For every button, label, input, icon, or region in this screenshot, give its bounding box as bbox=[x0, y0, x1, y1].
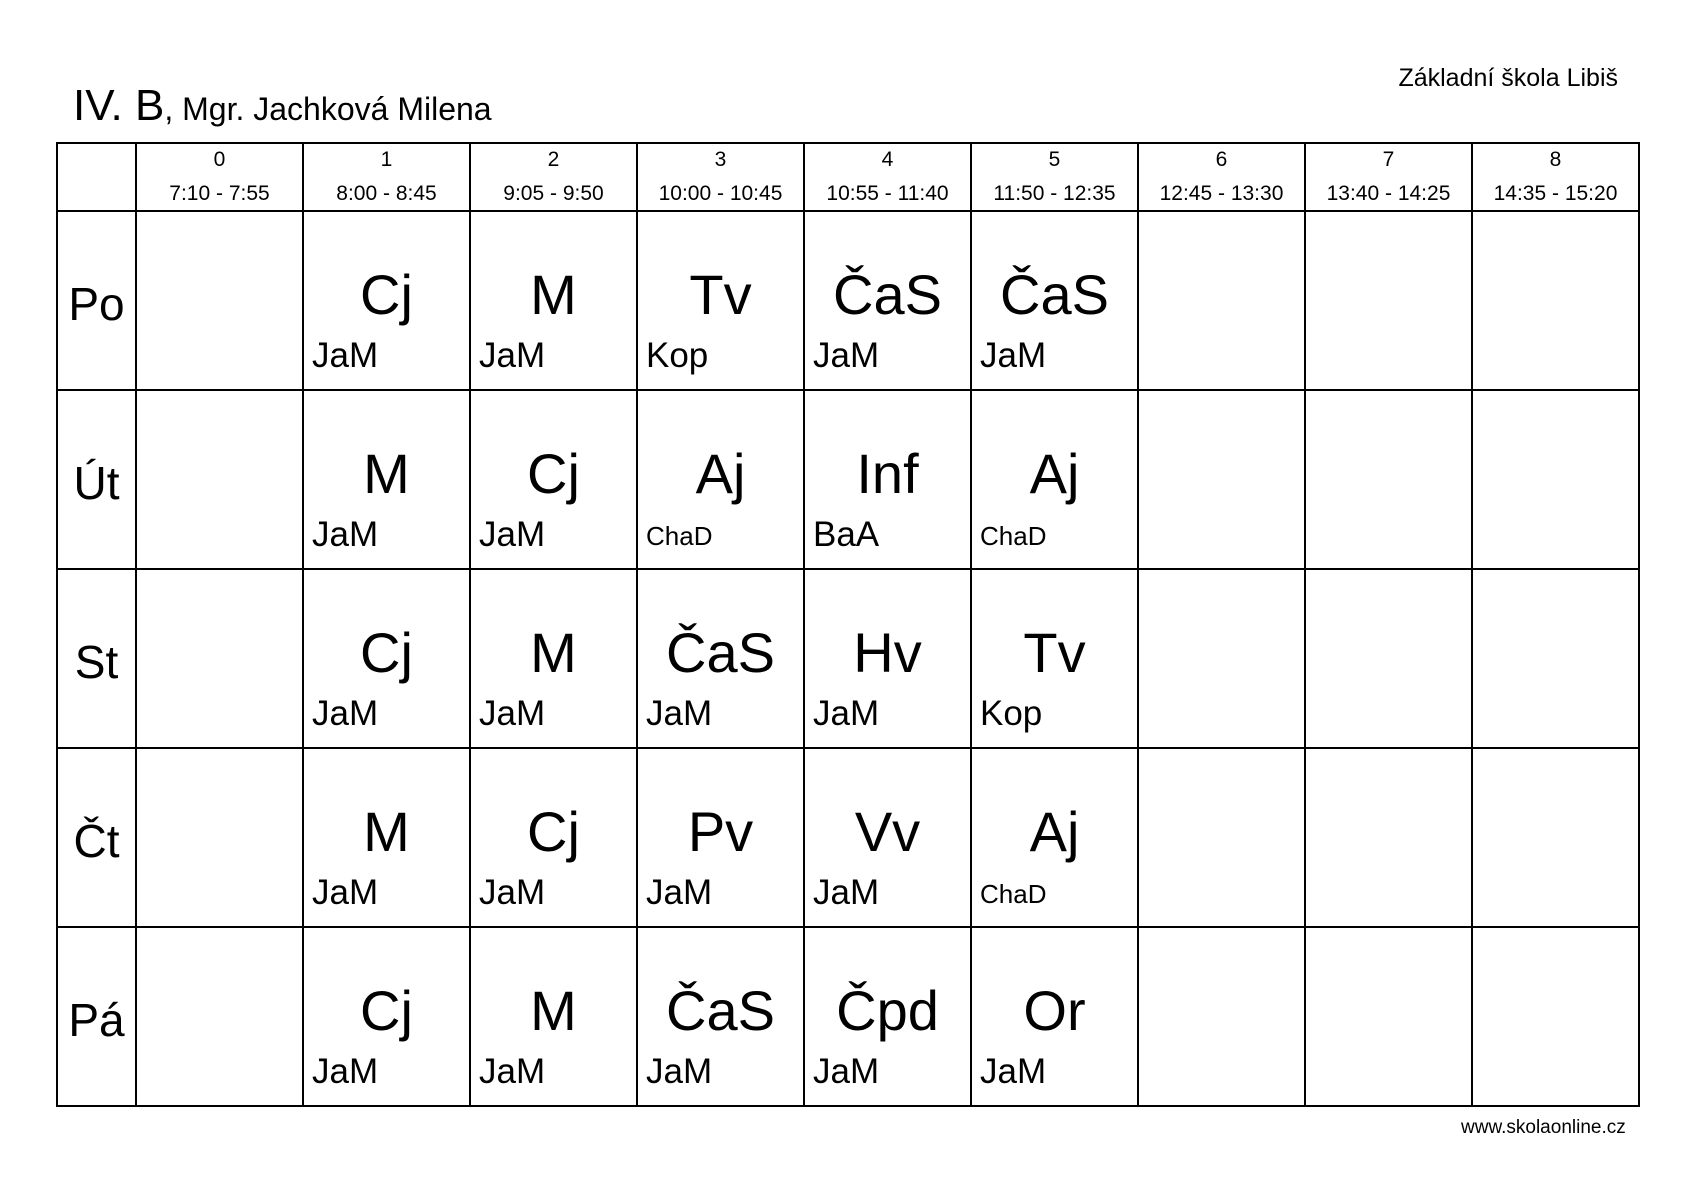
period-header bbox=[303, 143, 470, 211]
lesson-subject: M bbox=[363, 800, 410, 863]
lesson-teacher: JaM bbox=[646, 694, 713, 733]
period-time: 8:00 - 8:45 bbox=[336, 182, 437, 205]
period-header bbox=[971, 143, 1138, 211]
lesson-subject: Pv bbox=[687, 800, 754, 863]
lesson-cell bbox=[637, 390, 804, 569]
day-label-cell bbox=[57, 748, 136, 927]
period-time: 13:40 - 14:25 bbox=[1326, 182, 1451, 205]
lesson-cell bbox=[1138, 390, 1305, 569]
lesson-teacher: JaM bbox=[479, 873, 546, 912]
lesson-teacher: JaM bbox=[980, 336, 1047, 375]
period-time: 10:55 - 11:40 bbox=[826, 182, 949, 205]
lesson-cell bbox=[1305, 569, 1472, 748]
lesson-teacher: ChaD bbox=[980, 879, 1047, 909]
lesson-cell bbox=[971, 569, 1138, 748]
lesson-teacher: JaM bbox=[813, 873, 880, 912]
period-header bbox=[1472, 143, 1639, 211]
day-row bbox=[57, 211, 1639, 390]
day-row bbox=[57, 390, 1639, 569]
period-time: 10:00 - 10:45 bbox=[658, 182, 783, 205]
lesson-cell bbox=[1305, 211, 1472, 390]
lesson-cell bbox=[1472, 927, 1639, 1106]
lesson-subject: Vv bbox=[854, 800, 921, 863]
period-header-row bbox=[57, 143, 1639, 211]
lesson-subject: Aj bbox=[695, 442, 746, 505]
period-header bbox=[1305, 143, 1472, 211]
lesson-cell bbox=[1138, 927, 1305, 1106]
corner-cell bbox=[57, 143, 136, 211]
lesson-cell bbox=[971, 211, 1138, 390]
lesson-cell bbox=[1305, 927, 1472, 1106]
lesson-teacher: ChaD bbox=[980, 521, 1047, 551]
period-header bbox=[470, 143, 637, 211]
period-header bbox=[637, 143, 804, 211]
lesson-cell bbox=[1305, 748, 1472, 927]
period-header bbox=[136, 143, 303, 211]
lesson-teacher: JaM bbox=[813, 1052, 880, 1091]
lesson-subject: Or bbox=[1023, 979, 1086, 1042]
lesson-subject: ČaS bbox=[666, 979, 775, 1042]
timetable bbox=[56, 142, 1640, 1107]
lesson-cell bbox=[303, 211, 470, 390]
lesson-teacher: Kop bbox=[980, 694, 1043, 733]
lesson-cell bbox=[136, 927, 303, 1106]
lesson-teacher: JaM bbox=[312, 1052, 379, 1091]
lesson-subject: Cj bbox=[527, 442, 580, 505]
lesson-cell bbox=[637, 927, 804, 1106]
day-row bbox=[57, 569, 1639, 748]
lesson-teacher: JaM bbox=[479, 1052, 546, 1091]
lesson-cell bbox=[1472, 569, 1639, 748]
lesson-teacher: JaM bbox=[312, 873, 379, 912]
lesson-subject: Inf bbox=[856, 442, 919, 505]
lesson-subject: M bbox=[530, 979, 577, 1042]
lesson-cell bbox=[303, 569, 470, 748]
period-header bbox=[1138, 143, 1305, 211]
lesson-cell bbox=[470, 390, 637, 569]
lesson-cell bbox=[303, 927, 470, 1106]
period-time: 14:35 - 15:20 bbox=[1493, 182, 1618, 205]
timetable-heading bbox=[73, 81, 492, 130]
lesson-subject: Tv bbox=[1023, 621, 1086, 684]
day-label: Čt bbox=[73, 814, 120, 867]
period-number: 3 bbox=[714, 148, 727, 171]
lesson-subject: Cj bbox=[360, 621, 413, 684]
lesson-cell bbox=[971, 390, 1138, 569]
lesson-cell bbox=[1138, 569, 1305, 748]
lesson-teacher: JaM bbox=[479, 336, 546, 375]
day-label-cell bbox=[57, 211, 136, 390]
period-number: 7 bbox=[1382, 148, 1395, 171]
period-number: 0 bbox=[213, 148, 226, 171]
lesson-subject: Cj bbox=[527, 800, 580, 863]
lesson-subject: ČaS bbox=[1000, 263, 1109, 326]
period-number: 5 bbox=[1048, 148, 1061, 171]
lesson-cell bbox=[136, 569, 303, 748]
lesson-subject: ČaS bbox=[666, 621, 775, 684]
lesson-teacher: JaM bbox=[312, 515, 379, 554]
lesson-cell bbox=[804, 211, 971, 390]
lesson-subject: M bbox=[530, 621, 577, 684]
period-number: 8 bbox=[1549, 148, 1562, 171]
lesson-cell bbox=[136, 390, 303, 569]
lesson-cell bbox=[637, 211, 804, 390]
period-time: 12:45 - 13:30 bbox=[1159, 182, 1284, 205]
lesson-cell bbox=[637, 569, 804, 748]
lesson-cell bbox=[470, 748, 637, 927]
lesson-teacher: JaM bbox=[479, 694, 546, 733]
lesson-cell bbox=[971, 748, 1138, 927]
lesson-cell bbox=[1138, 748, 1305, 927]
class-name: IV. B bbox=[73, 81, 165, 130]
lesson-subject: Cj bbox=[360, 263, 413, 326]
period-number: 2 bbox=[547, 148, 560, 171]
day-label: Pá bbox=[68, 993, 125, 1046]
timetable-body bbox=[57, 211, 1639, 1106]
lesson-teacher: Kop bbox=[646, 336, 709, 375]
lesson-subject: M bbox=[363, 442, 410, 505]
lesson-cell bbox=[804, 927, 971, 1106]
day-row bbox=[57, 927, 1639, 1106]
school-name: Základní škola Libiš bbox=[1398, 64, 1618, 92]
lesson-teacher: JaM bbox=[479, 515, 546, 554]
lesson-cell bbox=[303, 748, 470, 927]
day-label: St bbox=[74, 635, 119, 688]
day-row bbox=[57, 748, 1639, 927]
lesson-teacher: JaM bbox=[813, 694, 880, 733]
period-time: 11:50 - 12:35 bbox=[993, 182, 1116, 205]
lesson-cell bbox=[1472, 390, 1639, 569]
period-time: 9:05 - 9:50 bbox=[503, 182, 604, 205]
lesson-subject: Čpd bbox=[836, 979, 939, 1042]
lesson-cell bbox=[637, 748, 804, 927]
lesson-teacher: ChaD bbox=[646, 521, 713, 551]
period-header bbox=[804, 143, 971, 211]
day-label-cell bbox=[57, 569, 136, 748]
period-number: 6 bbox=[1215, 148, 1228, 171]
lesson-teacher: JaM bbox=[813, 336, 880, 375]
lesson-cell bbox=[470, 211, 637, 390]
lesson-cell bbox=[303, 390, 470, 569]
lesson-cell bbox=[470, 569, 637, 748]
class-teacher: , Mgr. Jachková Milena bbox=[164, 91, 492, 127]
lesson-teacher: JaM bbox=[312, 336, 379, 375]
lesson-cell bbox=[1472, 748, 1639, 927]
footer-website: www.skolaonline.cz bbox=[1461, 1117, 1626, 1138]
lesson-subject: Aj bbox=[1029, 800, 1080, 863]
lesson-subject: M bbox=[530, 263, 577, 326]
day-label: Po bbox=[68, 277, 125, 330]
period-time: 7:10 - 7:55 bbox=[169, 182, 270, 205]
lesson-cell bbox=[971, 927, 1138, 1106]
lesson-subject: Aj bbox=[1029, 442, 1080, 505]
period-number: 1 bbox=[380, 148, 393, 171]
lesson-teacher: JaM bbox=[646, 1052, 713, 1091]
lesson-teacher: JaM bbox=[312, 694, 379, 733]
lesson-cell bbox=[804, 390, 971, 569]
lesson-cell bbox=[1472, 211, 1639, 390]
lesson-subject: Tv bbox=[689, 263, 752, 326]
day-label-cell bbox=[57, 390, 136, 569]
lesson-subject: Cj bbox=[360, 979, 413, 1042]
day-label: Út bbox=[73, 456, 120, 509]
day-label-cell bbox=[57, 927, 136, 1106]
lesson-subject: ČaS bbox=[833, 263, 942, 326]
lesson-teacher: JaM bbox=[646, 873, 713, 912]
lesson-teacher: BaA bbox=[813, 515, 880, 554]
lesson-cell bbox=[1305, 390, 1472, 569]
lesson-subject: Hv bbox=[853, 621, 922, 684]
lesson-cell bbox=[136, 211, 303, 390]
lesson-teacher: JaM bbox=[980, 1052, 1047, 1091]
lesson-cell bbox=[1138, 211, 1305, 390]
lesson-cell bbox=[804, 569, 971, 748]
lesson-cell bbox=[136, 748, 303, 927]
lesson-cell bbox=[804, 748, 971, 927]
lesson-cell bbox=[470, 927, 637, 1106]
period-number: 4 bbox=[881, 148, 894, 171]
